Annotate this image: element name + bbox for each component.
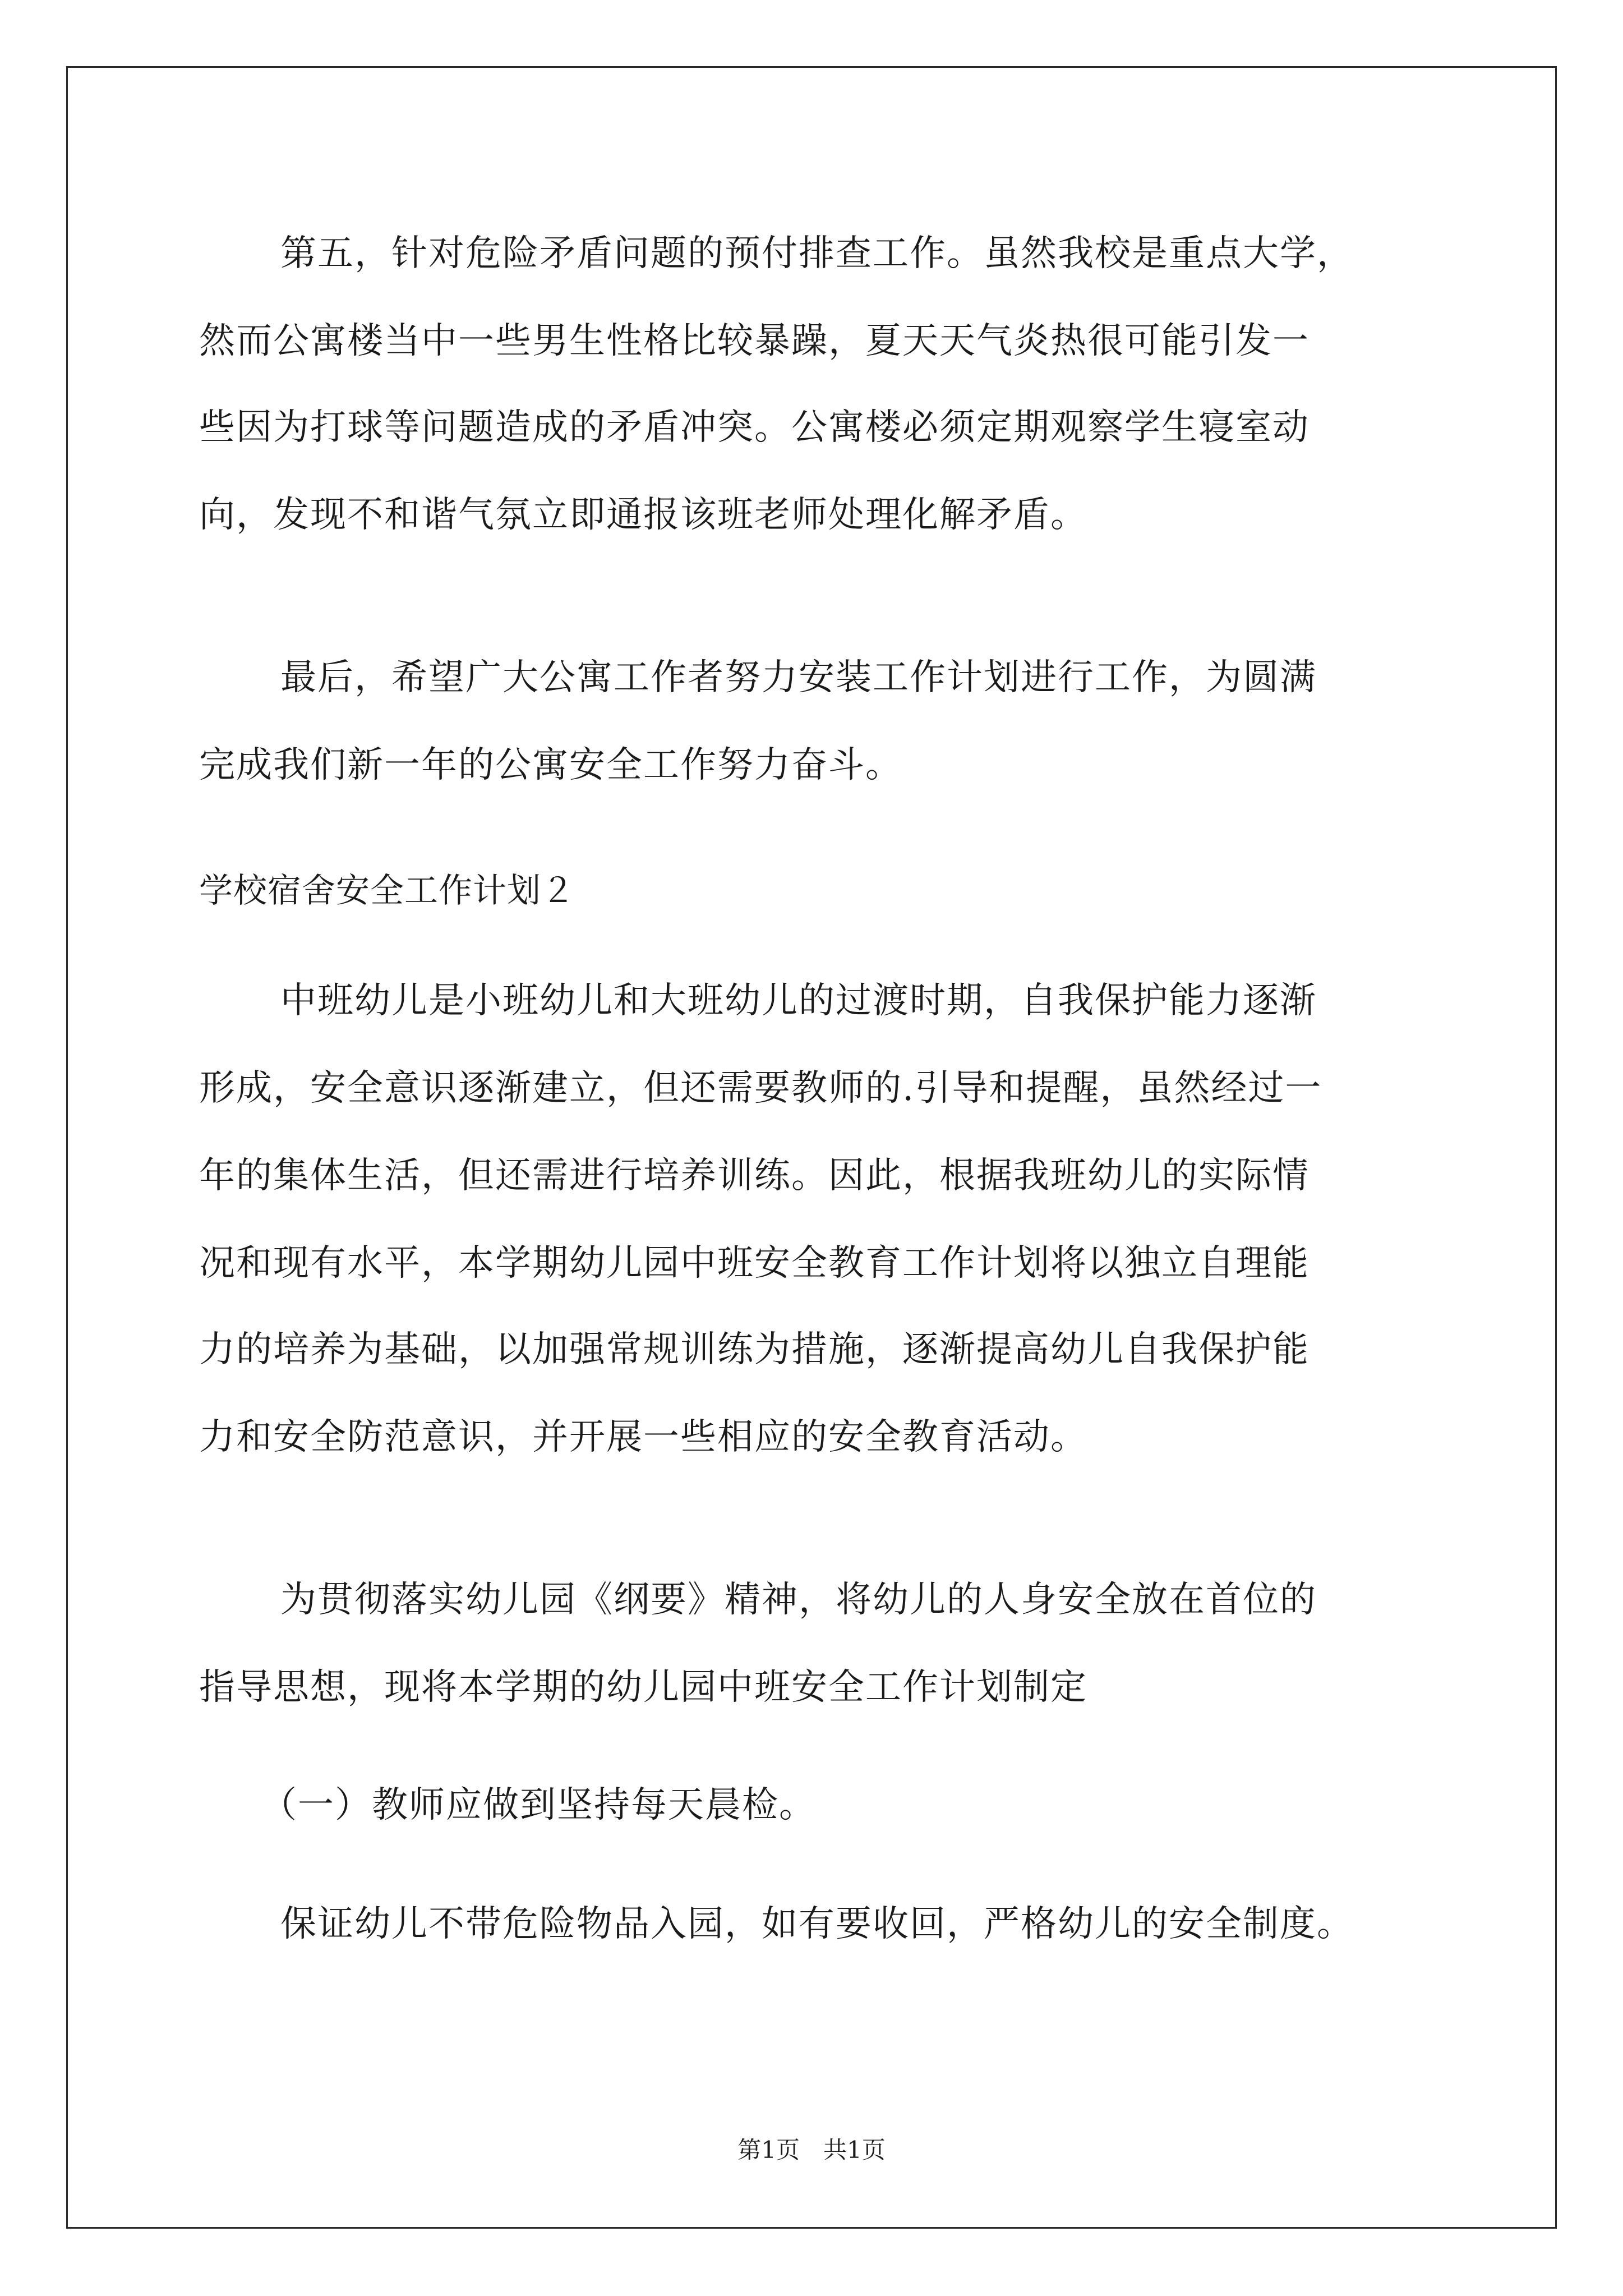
text-line: 些因为打球等问题造成的矛盾冲突。公寓楼必须定期观察学生寝室动 (199, 407, 1310, 448)
text-line: 年的集体生活，但还需进行培养训练。因此，根据我班幼儿的实际情 (199, 1155, 1310, 1197)
text-line: 向，发现不和谐气氛立即通报该班老师处理化解矛盾。 (199, 494, 1087, 536)
text-line: 然而公寓楼当中一些男生性格比较暴躁，夏天天气炎热很可能引发一 (199, 320, 1310, 362)
text-line: 形成，安全意识逐渐建立，但还需要教师的.引导和提醒，虽然经过一 (199, 1068, 1322, 1109)
text-line: 指导思想，现将本学期的幼儿园中班安全工作计划制定 (199, 1667, 1087, 1708)
text-line: 为贯彻落实幼儿园《纲要》精神，将幼儿的人身安全放在首位的 (280, 1579, 1317, 1621)
text-line: 力的培养为基础，以加强常规训练为措施，逐渐提高幼儿自我保护能 (199, 1329, 1310, 1370)
text-line: 第五，针对危险矛盾问题的预付排查工作。虽然我校是重点大学， (280, 233, 1354, 274)
subheading-line: （一）教师应做到坚持每天晨检。 (261, 1784, 816, 1826)
section-heading: 学校宿舍安全工作计划２ (199, 871, 575, 910)
text-line: 完成我们新一年的公寓安全工作努力奋斗。 (199, 744, 902, 786)
text-line: 保证幼儿不带危险物品入园，如有要收回，严格幼儿的安全制度。 (280, 1903, 1354, 1945)
text-line: 力和安全防范意识，并开展一些相应的安全教育活动。 (199, 1416, 1087, 1458)
text-line: 中班幼儿是小班幼儿和大班幼儿的过渡时期，自我保护能力逐渐 (280, 980, 1317, 1022)
page-number: 第1页 共1页 (737, 2136, 886, 2164)
text-line: 最后，希望广大公寓工作者努力安装工作计划进行工作，为圆满 (280, 657, 1317, 698)
text-line: 况和现有水平，本学期幼儿园中班安全教育工作计划将以独立自理能 (199, 1243, 1310, 1284)
